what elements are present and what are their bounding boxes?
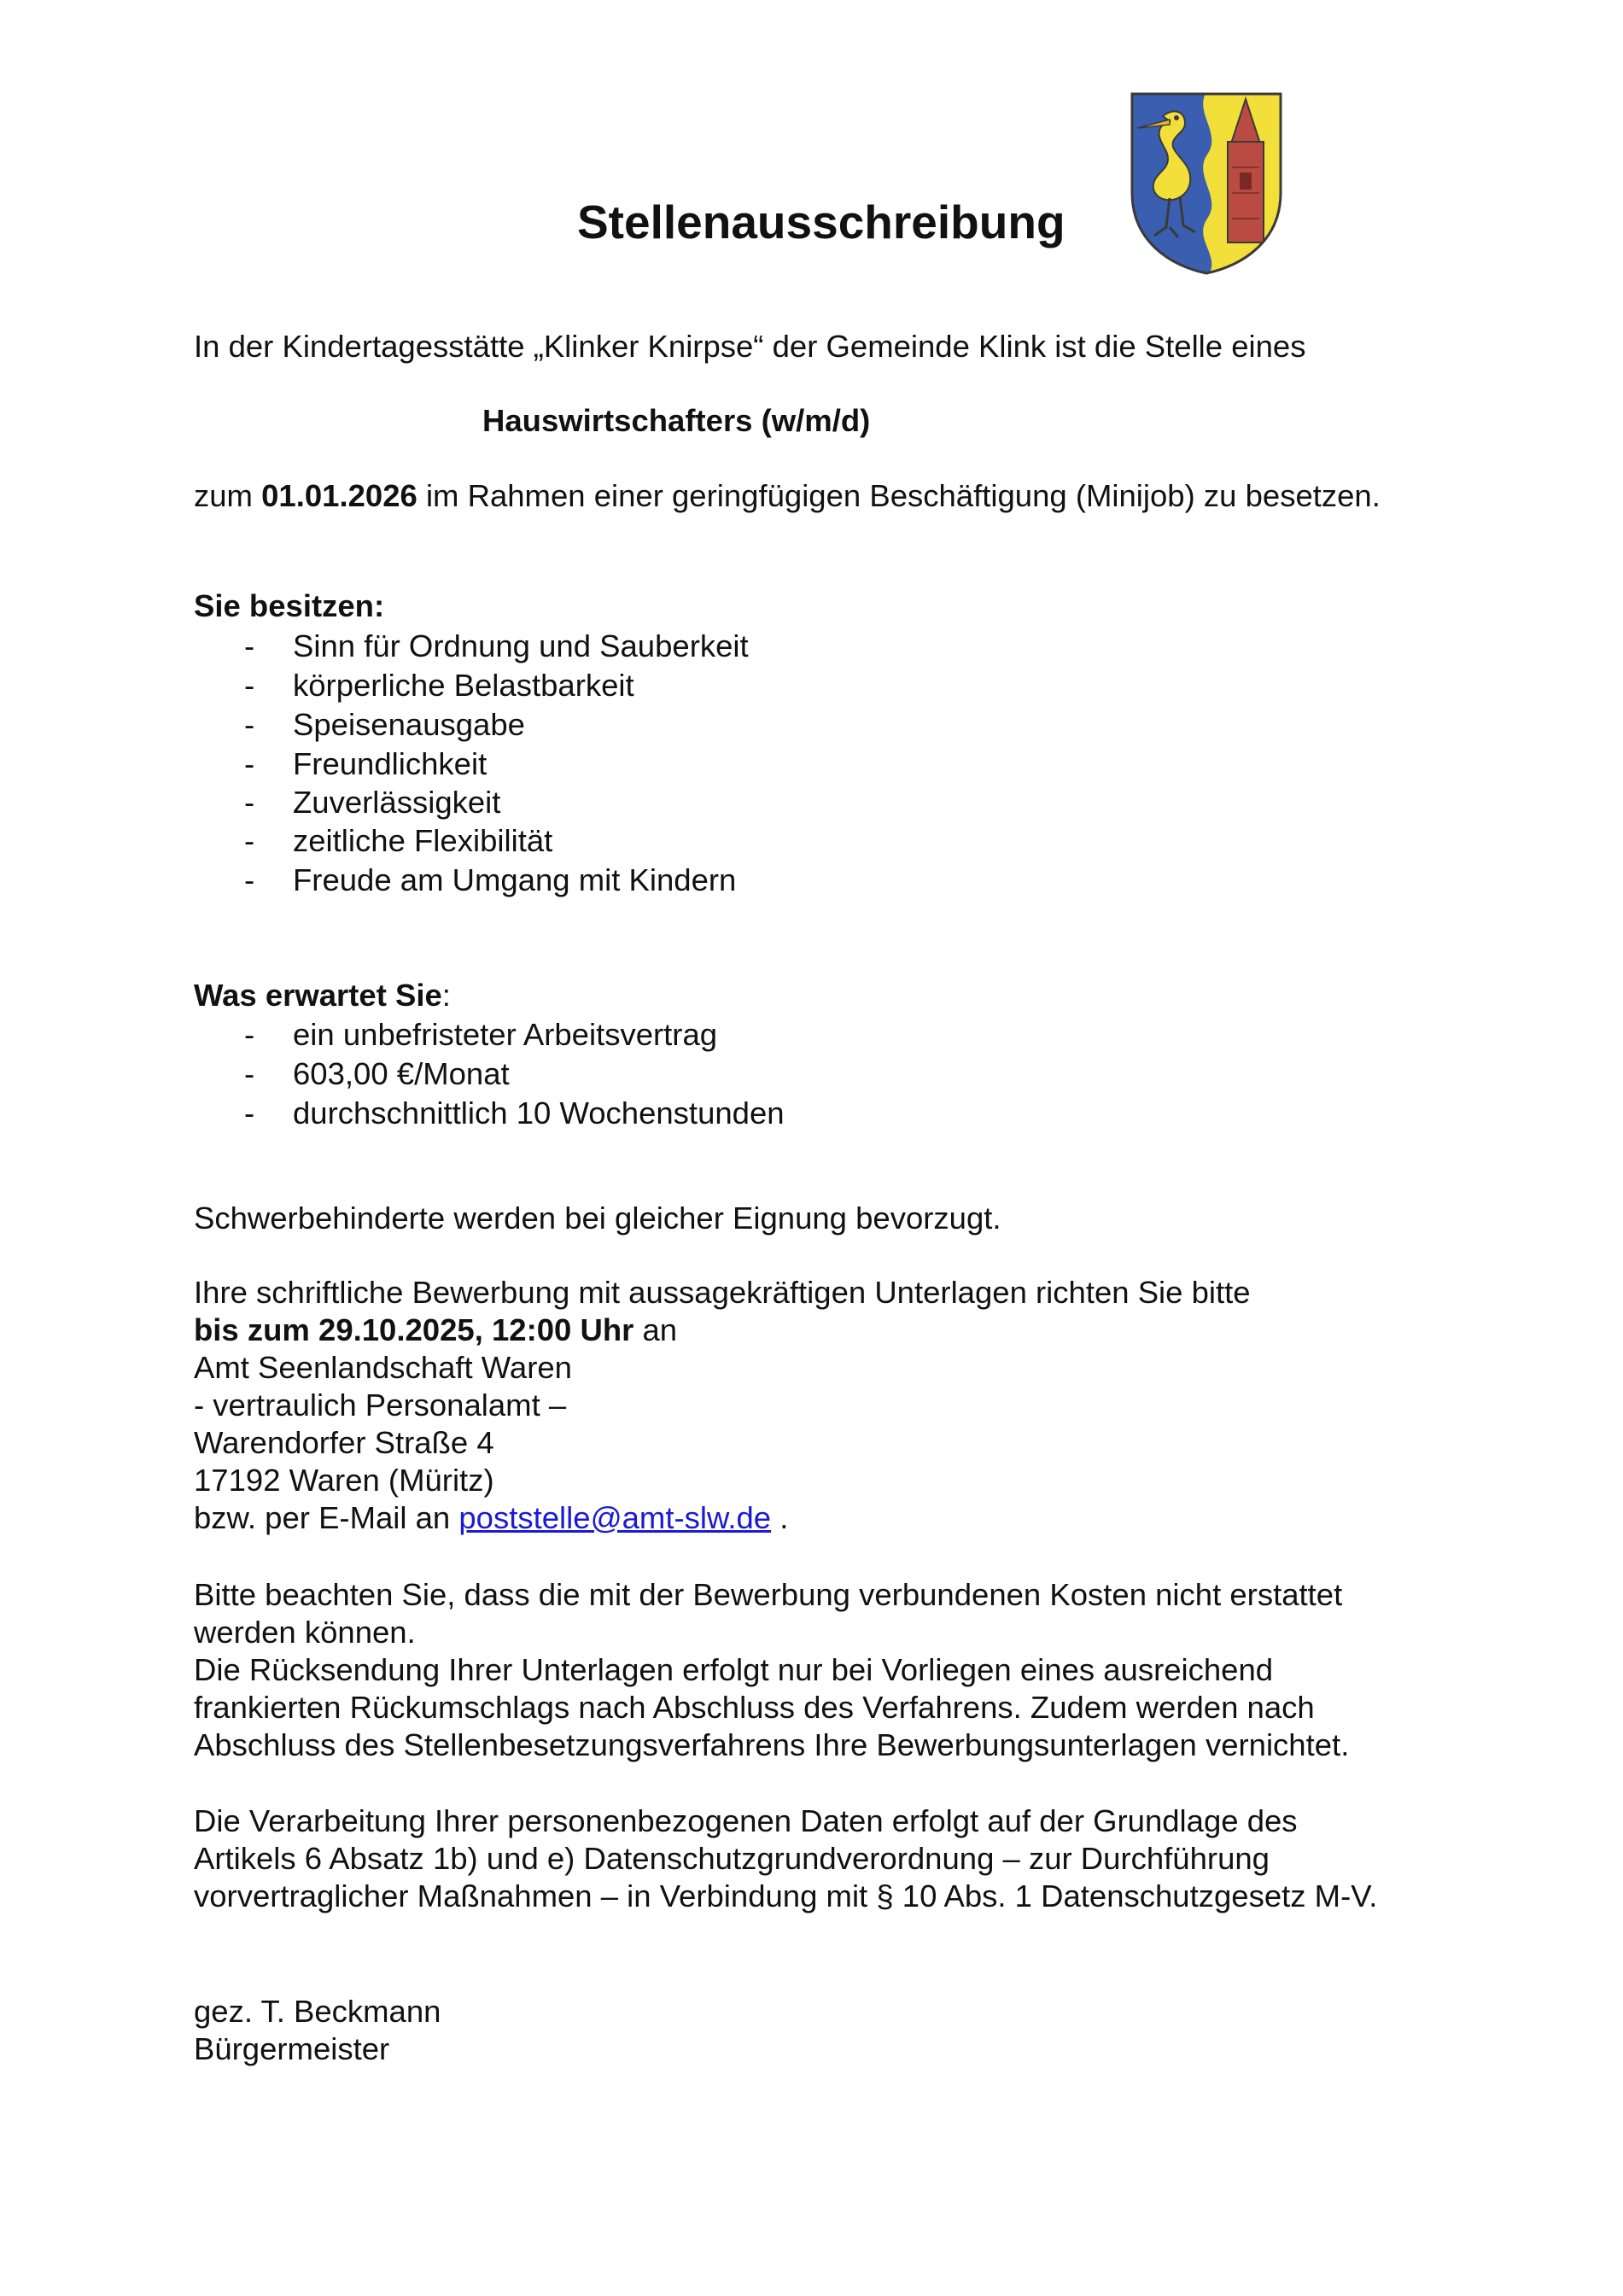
address-line: 17192 Waren (Müritz) [194, 1463, 494, 1498]
address-line: - vertraulich Personalamt – [194, 1388, 567, 1423]
coat-of-arms-icon [1129, 91, 1284, 277]
start-date-line [194, 477, 1381, 515]
bullet-dash: - [244, 862, 255, 897]
address-line: Amt Seenlandschaft Waren [194, 1350, 572, 1385]
list-item: - durchschnittlich 10 Wochenstunden [244, 1095, 785, 1130]
offer-heading: Was erwartet Sie: [194, 978, 451, 1013]
list-item: - körperliche Belastbarkeit [244, 668, 634, 703]
start-date-suffix: im Rahmen einer geringfügigen Beschäftigung (Minijob) zu besetzen. [417, 478, 1381, 513]
list-item: - Freundlichkeit [244, 746, 487, 781]
bullet-dash: - [244, 628, 255, 663]
requirements-heading: Sie besitzen: [194, 588, 385, 623]
list-item: - Zuverlässigkeit [244, 785, 501, 820]
disability-note: Schwerbehinderte werden bei gleicher Eignung bevorzugt. [194, 1201, 1001, 1236]
list-item: - Freude am Umgang mit Kindern [244, 862, 737, 897]
page-title: Stellenausschreibung [577, 196, 1065, 248]
application-intro: Ihre schriftliche Bewerbung mit aussagekräftigen Unterlagen richten Sie bitte [194, 1275, 1251, 1310]
start-date: 01.01.2026 [261, 478, 417, 513]
address-line: Warendorfer Straße 4 [194, 1425, 494, 1460]
bullet-dash: - [244, 707, 255, 742]
privacy-note-line: vorvertraglicher Maßnahmen – in Verbindung mit § 10 Abs. 1 Datenschutzgesetz M-V. [194, 1878, 1378, 1913]
costs-note-line: Abschluss des Stellenbesetzungsverfahrens Ihre Bewerbungsunterlagen vernichtet. [194, 1727, 1350, 1762]
bullet-dash: - [244, 1017, 255, 1052]
bullet-dash: - [244, 746, 255, 781]
list-item: - Sinn für Ordnung und Sauberkeit [244, 628, 749, 663]
position-title: Hauswirtschafters (w/m/d) [482, 403, 871, 438]
list-item: - 603,00 €/Monat [244, 1056, 510, 1091]
intro-line: In der Kindertagesstätte „Klinker Knirpse“ der Gemeinde Klink ist die Stelle eines [194, 329, 1306, 364]
costs-note-line: werden können. [194, 1615, 416, 1650]
bullet-dash: - [244, 823, 255, 858]
application-deadline: bis zum 29.10.2025, 12:00 Uhr an [194, 1312, 678, 1347]
list-item: - ein unbefristeter Arbeitsvertrag [244, 1017, 718, 1052]
bullet-dash: - [244, 1095, 255, 1130]
privacy-note-line: Die Verarbeitung Ihrer personenbezogenen Daten erfolgt auf der Grundlage des [194, 1803, 1298, 1838]
start-date-prefix: zum [194, 478, 262, 513]
bullet-dash: - [244, 785, 255, 820]
bullet-dash: - [244, 1056, 255, 1091]
costs-note-line: Bitte beachten Sie, dass die mit der Bewerbung verbundenen Kosten nicht erstattet [194, 1577, 1343, 1612]
costs-note-line: frankierten Rückumschlags nach Abschluss des Verfahrens. Zudem werden nach [194, 1690, 1315, 1725]
list-item: - zeitliche Flexibilität [244, 823, 553, 858]
list-item: - Speisenausgabe [244, 707, 525, 742]
email-link[interactable]: poststelle@amt-slw.de [458, 1500, 772, 1535]
signature-role: Bürgermeister [194, 2031, 390, 2066]
costs-note-line: Die Rücksendung Ihrer Unterlagen erfolgt nur bei Vorliegen eines ausreichend [194, 1652, 1274, 1687]
signature-name: gez. T. Beckmann [194, 1994, 441, 2029]
privacy-note-line: Artikels 6 Absatz 1b) und e) Datenschutzgrundverordnung – zur Durchführung [194, 1841, 1270, 1876]
email-line: bzw. per E-Mail an poststelle@amt-slw.de . [194, 1500, 789, 1535]
bullet-dash: - [244, 668, 255, 703]
